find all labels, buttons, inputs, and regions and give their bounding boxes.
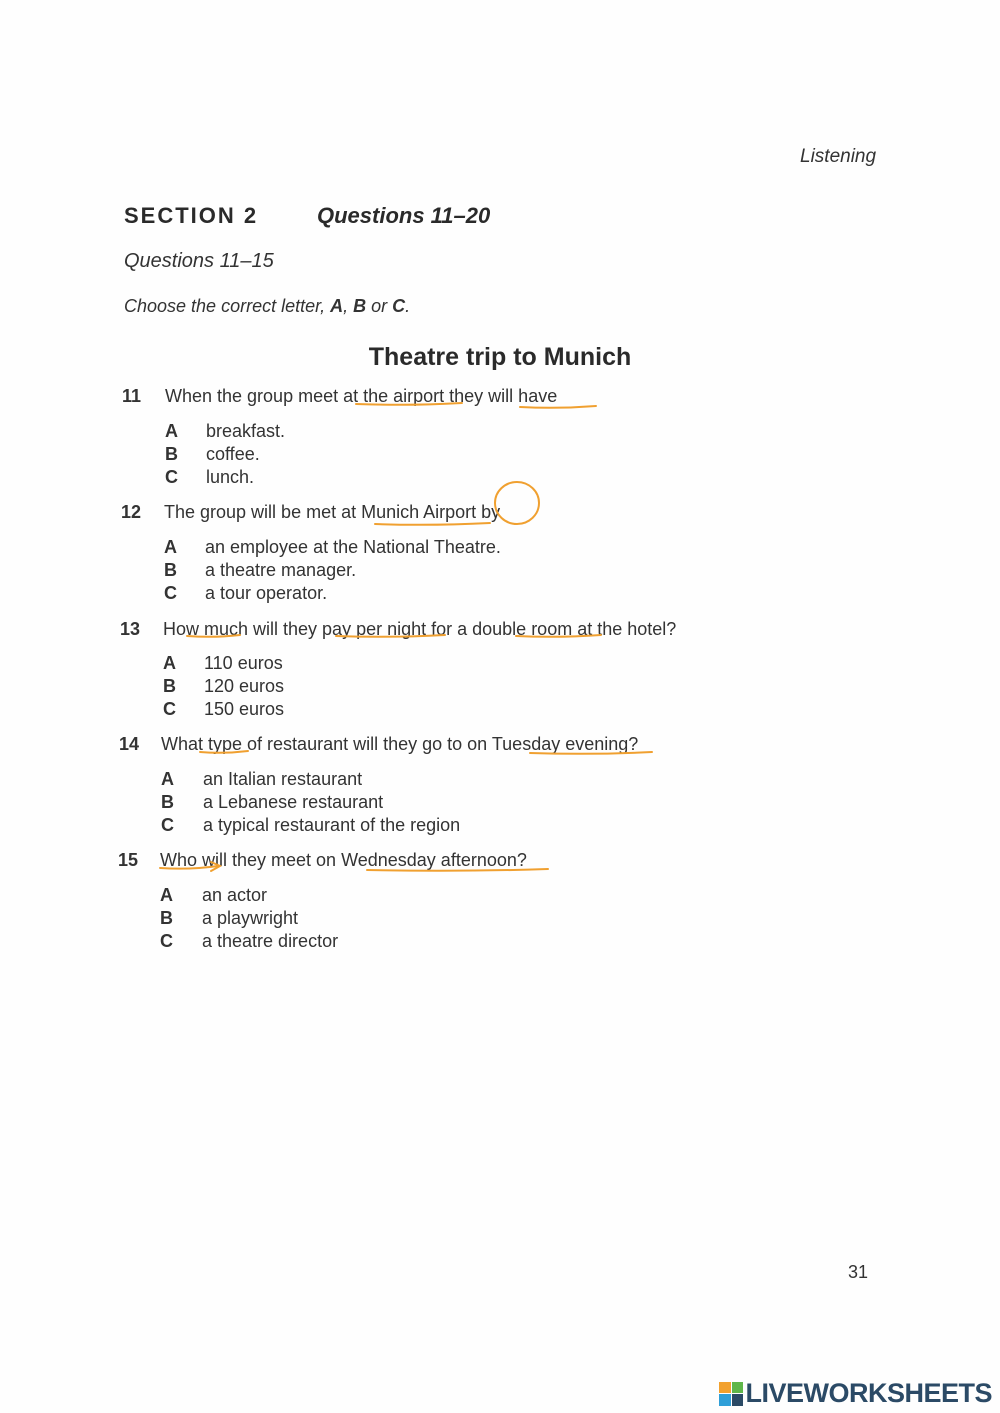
liveworksheets-logo[interactable] [719,1378,992,1409]
option-text: a Lebanese restaurant [203,792,384,812]
question-number: 11 [122,386,142,406]
question-text: When the group meet at the airport they will have [165,386,558,406]
option-text: a theatre director [202,931,339,951]
option-text: an Italian restaurant [203,769,363,789]
question-text: What type of restaurant will they go to on Tuesday evening? [161,734,639,754]
option-letter: A [161,769,174,789]
option-letter: B [163,676,176,696]
option-letter: B [164,560,177,580]
option-letter: C [163,699,176,719]
option-letter: A [165,421,178,441]
question-text: The group will be met at Munich Airport by [164,502,501,522]
option-letter: B [161,792,174,812]
instruction: Choose the correct letter, A, B or C. [124,296,411,316]
logo-icon [719,1382,743,1406]
question-number: 13 [120,619,141,639]
section-title: SECTION 2 [124,203,259,228]
option-letter: B [165,444,178,464]
underline-annotation [375,523,490,525]
option-letter: A [163,653,176,673]
question-number: 14 [119,734,140,754]
option-text: coffee. [206,444,260,464]
section-range: Questions 11–20 [317,203,491,228]
question-text: Who will they meet on Wednesday afternoon? [160,850,527,870]
option-letter: C [164,583,177,603]
option-letter: B [160,908,173,928]
option-text: an employee at the National Theatre. [205,537,501,557]
option-text: an actor [202,885,268,905]
option-letter: C [160,931,173,951]
option-letter: A [164,537,177,557]
page-title: Theatre trip to Munich [368,343,632,371]
option-text: 150 euros [204,699,285,719]
option-text: lunch. [206,467,255,487]
question-text: How much will they pay per night for a double room at the hotel? [163,619,677,639]
option-text: a tour operator. [205,583,328,603]
question-number: 15 [118,850,139,870]
section-label: Listening [800,146,877,167]
option-text: breakfast. [206,421,286,441]
option-text: a typical restaurant of the region [203,815,461,835]
option-letter: C [165,467,178,487]
option-text: a playwright [202,908,299,928]
page-number: 31 [848,1262,869,1282]
option-text: 110 euros [204,653,283,673]
question-number: 12 [121,502,142,522]
subsection-range: Questions 11–15 [124,250,274,272]
circle-annotation [495,482,539,524]
option-text: a theatre manager. [205,560,357,580]
logo-text: LIVEWORKSHEETS [745,1378,992,1408]
option-letter: A [160,885,173,905]
option-text: 120 euros [204,676,285,696]
option-letter: C [161,815,174,835]
